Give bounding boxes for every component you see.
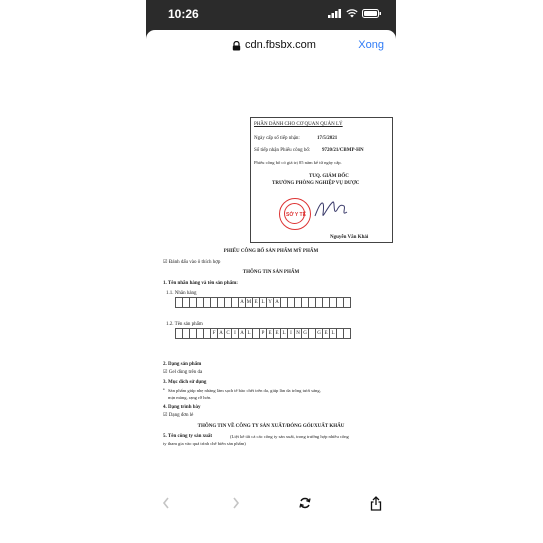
document-view[interactable]	[146, 60, 396, 504]
url-text[interactable]: cdn.fbsbx.com	[245, 39, 316, 51]
browser-sheet	[146, 30, 396, 543]
q3-bullet: •	[163, 388, 165, 393]
product-letter-box: F	[210, 328, 218, 339]
issue-date: 17/5/2021	[317, 136, 338, 141]
product-letter-box: I	[231, 328, 239, 339]
receipt-label: Số tiếp nhận Phiếu công bố:	[254, 148, 311, 153]
product-letter-box: E	[273, 328, 281, 339]
url-bar	[146, 30, 396, 60]
q1-title: 1. Tên nhãn hàng và tên sản phẩm:	[163, 281, 238, 286]
q3-line-1: Sản phẩm giúp nhẹ nhàng làm sạch tế bào chết trên da, giúp làn da trông tươi sáng,	[168, 388, 321, 393]
done-button[interactable]: Xong	[358, 39, 384, 51]
product-letter-box: E	[266, 328, 274, 339]
brand-letter-box: E	[252, 297, 260, 308]
q2-value: ☑ Gel dùng trên da	[163, 370, 203, 375]
brand-letter-box: A	[238, 297, 246, 308]
q1-2-label: 1.2. Tên sản phẩm	[166, 322, 203, 327]
product-letter-box: C	[224, 328, 232, 339]
validity-note: Phiếu công bố có giá trị 05 năm kể từ ngày cấp.	[254, 160, 342, 165]
phone-screen	[146, 0, 396, 543]
q3-line-2: mịn màng, rạng rỡ hơn.	[168, 395, 212, 400]
q5-note-2: ty tham gia vào quá trình chế biến sản phẩm)	[163, 441, 246, 446]
brand-letter-box: Y	[266, 297, 274, 308]
signature-icon	[311, 194, 351, 224]
check-hint: ☑ Đánh dấu vào ô thích hợp	[163, 260, 221, 265]
q3-title: 3. Mục đích sử dụng	[163, 380, 207, 385]
issue-date-label: Ngày cấp số tiếp nhận:	[254, 136, 300, 141]
brand-letter-box: L	[259, 297, 267, 308]
product-letter-box: I	[287, 328, 295, 339]
status-time: 10:26	[168, 7, 199, 21]
q5-note-1: (Liệt kê tất cả các công ty sản xuất, trong trường hợp nhiều công	[230, 434, 349, 439]
brand-letter-boxes	[176, 297, 351, 308]
browser-toolbar	[146, 490, 396, 530]
share-icon[interactable]	[370, 496, 382, 511]
brand-letter-box: M	[245, 297, 253, 308]
section-product-title: THÔNG TIN SẢN PHẨM	[242, 270, 300, 275]
q2-title: 2. Dạng sản phẩm	[163, 362, 202, 367]
product-letter-boxes	[176, 328, 351, 339]
product-letter-box: A	[238, 328, 246, 339]
signal-icon	[328, 9, 342, 18]
stamp-text: SỞ Y TẾ	[286, 212, 306, 218]
signer-title-2: TRƯỞNG PHÒNG NGHIỆP VỤ DƯỢC	[272, 181, 360, 186]
status-icons	[328, 9, 382, 18]
product-letter-box: G	[315, 328, 323, 339]
section-company-title: THÔNG TIN VỀ CÔNG TY SẢN XUẤT/ĐÓNG GÓI/XUẤT KHẨU	[197, 424, 345, 429]
brand-letter-box: A	[273, 297, 281, 308]
product-letter-box: A	[217, 328, 225, 339]
status-bar	[146, 0, 396, 28]
wifi-icon	[346, 9, 358, 18]
product-letter-box: P	[259, 328, 267, 339]
agency-heading: PHẦN DÀNH CHO CƠ QUAN QUẢN LÝ	[254, 122, 343, 127]
q1-1-label: 1.1. Nhãn hàng	[166, 291, 197, 296]
product-letter-box: L	[280, 328, 288, 339]
reload-icon[interactable]	[298, 496, 312, 510]
battery-icon	[362, 9, 382, 18]
signer-title-1: TUQ. GIÁM ĐỐC	[309, 174, 349, 179]
brand-letter-box	[343, 297, 351, 308]
product-letter-box: L	[245, 328, 253, 339]
product-letter-box: N	[294, 328, 302, 339]
receipt-number: 9720/21/CBMP-HN	[322, 148, 364, 153]
form-title: PHIẾU CÔNG BỐ SẢN PHẨM MỸ PHẨM	[223, 249, 319, 254]
product-letter-box: L	[329, 328, 337, 339]
chevron-right-icon[interactable]	[231, 496, 241, 510]
chevron-left-icon[interactable]	[161, 496, 171, 510]
product-letter-box: G	[301, 328, 309, 339]
q4-value: ☑ Dạng đơn lẻ	[163, 413, 194, 418]
signer-name: Nguyễn Văn Khải	[330, 235, 369, 240]
lock-icon	[232, 41, 241, 51]
product-letter-box	[343, 328, 351, 339]
q4-title: 4. Dạng trình bày	[163, 405, 201, 410]
q5-title: 5. Tên công ty sản xuất	[163, 434, 213, 439]
product-letter-box: E	[322, 328, 330, 339]
